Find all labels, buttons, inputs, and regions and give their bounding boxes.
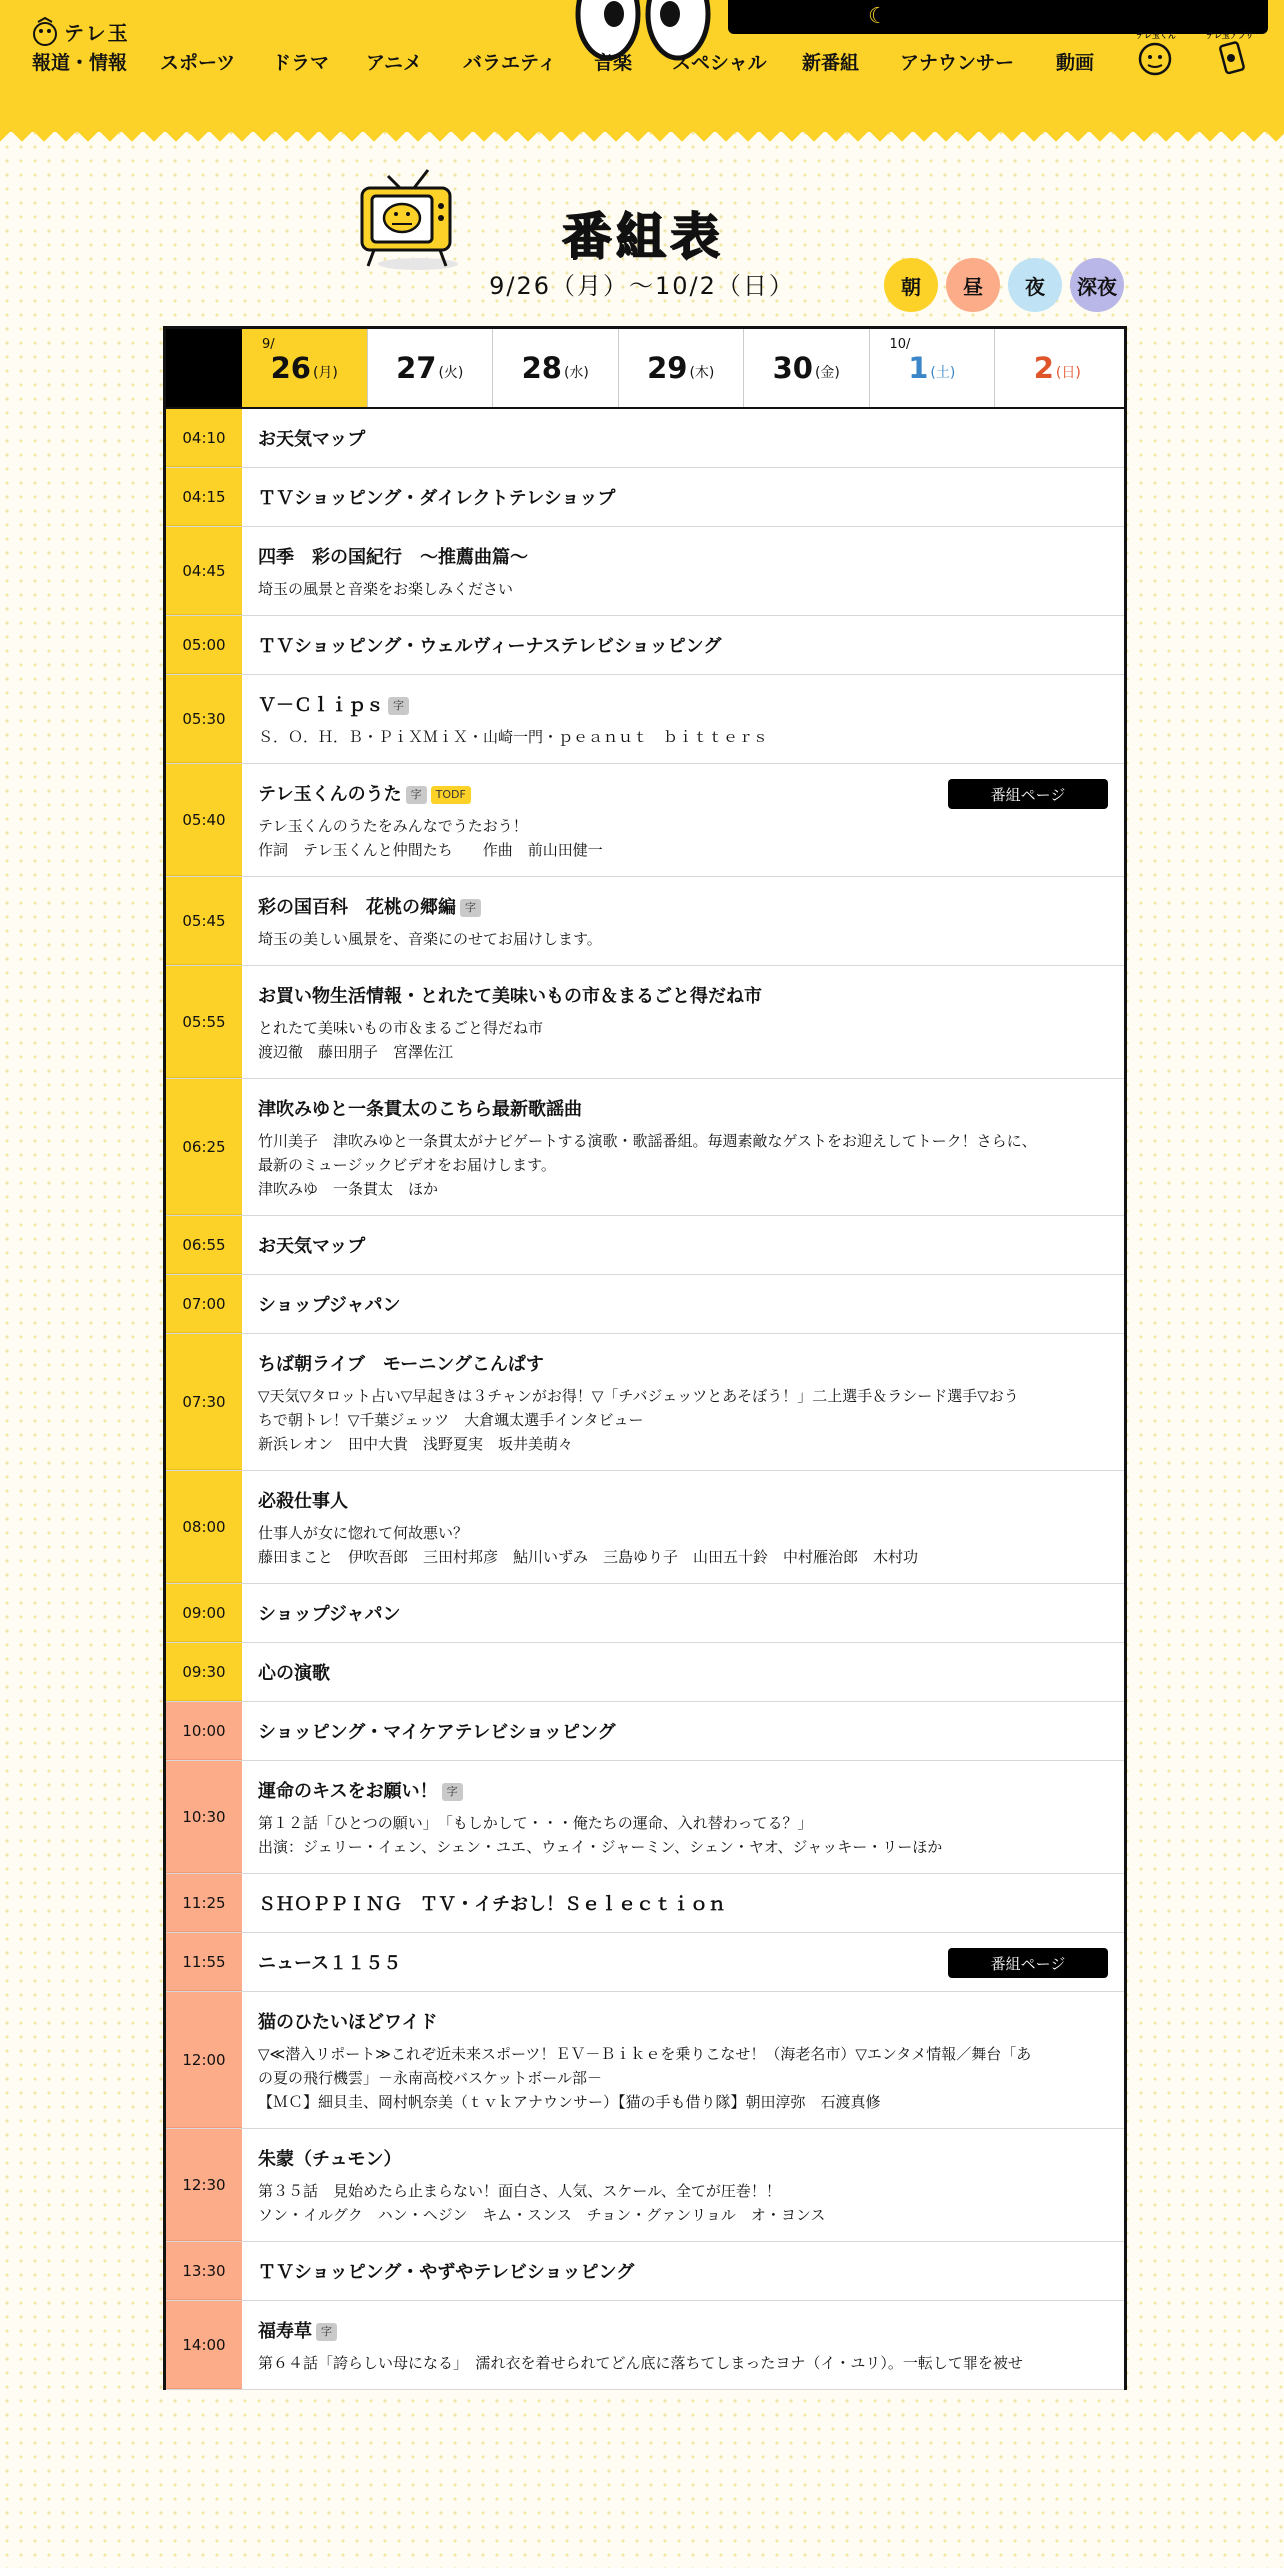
- program-content: [242, 2242, 1124, 2300]
- program-description: [258, 1016, 1108, 1064]
- day-number: 1: [908, 351, 929, 385]
- nav-special[interactable]: スペシャル: [672, 52, 767, 74]
- program-content: [242, 1874, 1124, 1932]
- program-row: [166, 468, 1124, 527]
- subtitle-badge: 字: [388, 697, 409, 715]
- program-time: 07:30: [166, 1334, 242, 1470]
- program-title-line: [258, 1234, 1108, 1260]
- subtitle-badge: 字: [316, 2323, 337, 2341]
- program-time: 07:00: [166, 1275, 242, 1333]
- date-range: 9/26（月）〜10/2（日）: [489, 272, 795, 300]
- description-line: 渡辺徹 藤田朋子 宮澤佐江: [258, 1043, 454, 1061]
- logo-text: テレ玉: [64, 20, 130, 45]
- day-tabs: [166, 329, 1124, 409]
- program-title[interactable]: ＴＶショッピング・ウェルヴィーナステレビショッピング: [258, 636, 722, 657]
- subtitle-badge: 字: [406, 786, 427, 804]
- description-line: 竹川美子 津吹みゆと一条貫太がナビゲートする演歌・歌謡番組。毎週素敵なゲストをお迎えしてトーク！さらに、: [258, 1132, 1037, 1150]
- program-title[interactable]: お買い物生活情報・とれたて美味いもの市＆まるごと得だね市: [258, 986, 762, 1007]
- program-row: [166, 1216, 1124, 1275]
- program-row: [166, 1643, 1124, 1702]
- day-month: 10/: [889, 337, 911, 352]
- tod-latenight-button[interactable]: 深夜: [1070, 258, 1124, 312]
- program-description: [258, 2351, 1108, 2375]
- program-title[interactable]: 彩の国百科 花桃の郷編: [258, 897, 456, 918]
- subtitle-badge: 字: [442, 1783, 463, 1801]
- icon2-label: テレ玉アプリ: [1206, 31, 1254, 40]
- day-tab-26[interactable]: [242, 329, 367, 407]
- program-content: [242, 1702, 1124, 1760]
- moon-icon[interactable]: ☾: [868, 4, 888, 29]
- program-row: [166, 616, 1124, 675]
- program-content: [242, 1761, 1124, 1873]
- program-description: [258, 2042, 1108, 2114]
- corner-cell: [166, 329, 242, 407]
- description-line: 津吹みゆ 一条貫太 ほか: [258, 1180, 439, 1198]
- program-title-line: [258, 1489, 1108, 1515]
- day-weekday: (木): [689, 365, 715, 381]
- program-description: [258, 725, 1108, 749]
- program-time: 04:15: [166, 468, 242, 526]
- description-line: の夏の飛行機雲」－永南高校バスケットボール部－: [258, 2069, 602, 2087]
- day-number: 29: [647, 351, 688, 385]
- program-time: 12:30: [166, 2129, 242, 2241]
- program-title[interactable]: 四季 彩の国紀行 ～推薦曲篇～: [258, 547, 528, 568]
- program-content: [242, 1992, 1124, 2128]
- program-time: 05:55: [166, 966, 242, 1078]
- description-line: 埼玉の風景と音楽をお楽しみください: [258, 580, 514, 598]
- program-title-line: [258, 2147, 1108, 2173]
- nav-music[interactable]: 音楽: [594, 52, 633, 74]
- icon1-label: テレ玉くん: [1136, 31, 1176, 40]
- program-time: 09:00: [166, 1584, 242, 1642]
- program-title[interactable]: Ｖ－Ｃｌｉｐｓ: [258, 695, 384, 716]
- program-title-line: [258, 2260, 1108, 2286]
- program-row: [166, 2301, 1124, 2390]
- program-content: [242, 1275, 1124, 1333]
- teletama-kun-icon[interactable]: [1136, 38, 1174, 76]
- program-time: 12:00: [166, 1992, 242, 2128]
- program-title-line: [258, 1892, 1108, 1918]
- day-weekday: (火): [438, 365, 464, 381]
- program-title-line: [258, 1352, 1108, 1378]
- description-line: 第１２話「ひとつの願い」 「もしかして・・・俺たちの運命、入れ替わってる？」: [258, 1814, 813, 1832]
- day-number: 2: [1033, 351, 1054, 385]
- program-title-line: [258, 486, 1108, 512]
- tod-noon-button[interactable]: 昼: [946, 258, 1000, 312]
- program-content: [242, 1933, 1124, 1991]
- program-description: [258, 1811, 1108, 1859]
- day-number: 28: [521, 351, 562, 385]
- nav-new-programs[interactable]: 新番組: [802, 52, 860, 74]
- program-time: 05:40: [166, 764, 242, 876]
- program-title-line: [258, 1097, 1108, 1123]
- day-tab-28[interactable]: [492, 329, 618, 407]
- description-line: ▽天気▽タロット占い▽早起きは３チャンがお得！▽「チバジェッツとあそぼう！」二上選手＆ラシード選手▽おう: [258, 1387, 1019, 1405]
- description-line: 出演：ジェリー・イェン、シェン・ユエ、ウェイ・ジャーミン、シェン・ヤオ、ジャッキー・リーほか: [258, 1838, 943, 1856]
- program-title[interactable]: 必殺仕事人: [258, 1491, 348, 1512]
- program-title-line: [258, 2010, 1108, 2036]
- program-page-button[interactable]: 番組ページ: [948, 1948, 1108, 1978]
- main-nav: [0, 48, 1140, 76]
- program-time: 04:45: [166, 527, 242, 615]
- day-month: 9/: [262, 337, 275, 352]
- program-row: [166, 877, 1124, 966]
- program-title-line: [258, 693, 1108, 719]
- description-line: 作詞 テレ玉くんと仲間たち 作曲 前山田健一: [258, 841, 603, 859]
- description-line: 新浜レオン 田中大貴 浅野夏実 坂井美萌々: [258, 1435, 574, 1453]
- program-time: 09:30: [166, 1643, 242, 1701]
- program-title[interactable]: ＴＶショッピング・やずやテレビショッピング: [258, 2262, 635, 2283]
- app-phone-icon[interactable]: [1212, 38, 1250, 76]
- program-title-line: [258, 2319, 1108, 2345]
- program-row: [166, 2242, 1124, 2301]
- header-zigzag-edge: [0, 128, 1284, 148]
- day-weekday: (水): [563, 365, 589, 381]
- tod-evening-button[interactable]: 夜: [1008, 258, 1062, 312]
- program-row: [166, 1334, 1124, 1471]
- day-weekday: (月): [312, 365, 338, 381]
- description-line: 最新のミュージックビデオをお届けします。: [258, 1156, 556, 1174]
- program-time: 08:00: [166, 1471, 242, 1583]
- program-content: [242, 616, 1124, 674]
- program-content: [242, 527, 1124, 615]
- program-row: [166, 1761, 1124, 1874]
- program-time: 10:00: [166, 1702, 242, 1760]
- program-title-line: [258, 545, 1108, 571]
- program-title[interactable]: 福寿草: [258, 2321, 312, 2342]
- tod-morning-button[interactable]: 朝: [884, 258, 938, 312]
- program-content: [242, 468, 1124, 526]
- nav-drama[interactable]: ドラマ: [272, 52, 330, 74]
- description-line: ▽≪潜入リポート≫これぞ近未来スポーツ！ＥＶ－Ｂｉｋｅを乗りこなせ！（海老名市）▽エンタメ情報／舞台「あ: [258, 2045, 1032, 2063]
- program-title[interactable]: 朱蒙（チュモン）: [258, 2149, 402, 2170]
- program-time: 14:00: [166, 2301, 242, 2389]
- program-description: [258, 1129, 1108, 1201]
- program-time: 13:30: [166, 2242, 242, 2300]
- program-description: [258, 927, 1108, 951]
- program-time: 05:00: [166, 616, 242, 674]
- program-description: [258, 1521, 1108, 1569]
- program-schedule: [163, 326, 1127, 2390]
- program-title[interactable]: 猫のひたいほどワイド: [258, 2012, 438, 2033]
- program-row: [166, 2129, 1124, 2242]
- program-content: [242, 1643, 1124, 1701]
- program-content: [242, 1079, 1124, 1215]
- day-number: 30: [772, 351, 813, 385]
- day-weekday: (日): [1055, 365, 1081, 381]
- program-content: [242, 2301, 1124, 2389]
- mascot-logo-icon: [32, 16, 58, 46]
- program-time: 04:10: [166, 409, 242, 467]
- day-weekday: (土): [930, 365, 956, 381]
- program-description: [258, 814, 1108, 862]
- program-content: [242, 1584, 1124, 1642]
- description-line: 第３５話 見始めたら止まらない！面白さ、人気、スケール、全てが圧巻！！: [258, 2182, 781, 2200]
- program-title-line: [258, 984, 1108, 1010]
- program-time: 11:25: [166, 1874, 242, 1932]
- nav-announcer[interactable]: アナウンサー: [900, 52, 1015, 74]
- program-title[interactable]: 運命のキスをお願い！: [258, 1781, 438, 1802]
- program-title-line: [258, 1293, 1108, 1319]
- day-weekday: (金): [814, 365, 840, 381]
- description-line: テレ玉くんのうたをみんなでうたおう！: [258, 817, 528, 835]
- program-title[interactable]: お天気マップ: [258, 429, 366, 450]
- program-title-line: [258, 634, 1108, 660]
- program-row: [166, 1874, 1124, 1933]
- program-content: [242, 966, 1124, 1078]
- site-header: [0, 0, 1284, 132]
- description-line: 藤田まこと 伊吹吾郎 三田村邦彦 鮎川いずみ 三島ゆり子 山田五十鈴 中村雁治郎 木村功: [258, 1548, 919, 1566]
- program-time: 05:30: [166, 675, 242, 763]
- program-title-line: [258, 1602, 1108, 1628]
- description-line: 埼玉の美しい風景を、音楽にのせてお届けします。: [258, 930, 602, 948]
- program-time: 10:30: [166, 1761, 242, 1873]
- subtitle-badge: 字: [460, 899, 481, 917]
- day-number: 26: [270, 351, 311, 385]
- day-tab-30[interactable]: [743, 329, 869, 407]
- program-time: 11:55: [166, 1933, 242, 1991]
- site-logo[interactable]: [32, 16, 130, 46]
- program-content: [242, 675, 1124, 763]
- todf-badge: TODF: [431, 786, 471, 804]
- program-title-line: [258, 427, 1108, 453]
- program-row: [166, 1933, 1124, 1992]
- program-content: [242, 764, 1124, 876]
- program-title-line: [258, 1779, 1108, 1805]
- day-tab-2[interactable]: [994, 329, 1120, 407]
- program-title[interactable]: 心の演歌: [258, 1663, 330, 1684]
- program-row: [166, 527, 1124, 616]
- day-tab-29[interactable]: [618, 329, 744, 407]
- program-time: 06:55: [166, 1216, 242, 1274]
- description-line: 【ＭＣ】細貝圭、岡村帆奈美（ｔｖｋアナウンサー）【猫の手も借り隊】朝田淳弥 石渡真修: [258, 2093, 881, 2111]
- nav-video[interactable]: 動画: [1056, 52, 1095, 74]
- program-description: [258, 2179, 1108, 2227]
- nav-news[interactable]: 報道・情報: [32, 52, 128, 74]
- program-row: [166, 966, 1124, 1079]
- program-title[interactable]: ショップジャパン: [258, 1295, 401, 1316]
- program-title[interactable]: ニュース１１５５: [258, 1953, 402, 1974]
- description-line: 第６４話「誇らしい母になる」 濡れ衣を着せられてどん底に落ちてしまったヨナ（イ・ユリ）。一転して罪を被せ: [258, 2354, 1023, 2372]
- description-line: Ｓ．Ｏ．Ｈ．Ｂ・ＰｉＸＭｉＸ・山崎一門・ｐｅａｎｕｔ ｂｉｔｔｅｒｓ: [258, 728, 769, 746]
- nav-anime[interactable]: アニメ: [366, 52, 423, 74]
- program-content: [242, 1334, 1124, 1470]
- description-line: ちで朝トレ！▽千葉ジェッツ 大倉颯太選手インタビュー: [258, 1411, 644, 1429]
- program-description: [258, 1384, 1108, 1456]
- program-row: [166, 1471, 1124, 1584]
- program-row: [166, 409, 1124, 468]
- program-title[interactable]: テレ玉くんのうた: [258, 784, 402, 805]
- program-title[interactable]: ＳＨＯＰＰＩＮＧ ＴＶ・イチおし！Ｓｅｌｅｃｔｉｏｎ: [258, 1894, 726, 1915]
- program-row: [166, 675, 1124, 764]
- program-time: 05:45: [166, 877, 242, 965]
- program-row: [166, 1079, 1124, 1216]
- program-row: [166, 1275, 1124, 1334]
- day-number: 27: [396, 351, 437, 385]
- description-line: 仕事人が女に惚れて何故悪い？: [258, 1524, 469, 1542]
- program-description: [258, 577, 1108, 601]
- program-content: [242, 1216, 1124, 1274]
- program-title[interactable]: ショップジャパン: [258, 1604, 401, 1625]
- top-black-bar: [728, 0, 1268, 34]
- day-tab-27[interactable]: [367, 329, 493, 407]
- program-title[interactable]: ショッピング・マイケアテレビショッピング: [258, 1722, 616, 1743]
- program-title-line: [258, 1720, 1108, 1746]
- program-page-button[interactable]: 番組ページ: [948, 779, 1108, 809]
- program-content: [242, 409, 1124, 467]
- program-title[interactable]: お天気マップ: [258, 1236, 366, 1257]
- program-content: [242, 877, 1124, 965]
- program-title-line: [258, 1661, 1108, 1687]
- program-title[interactable]: ＴＶショッピング・ダイレクトテレショップ: [258, 488, 616, 509]
- program-title[interactable]: ちば朝ライブ モーニングこんぱす: [258, 1354, 544, 1375]
- page-title: 番組表: [561, 207, 723, 265]
- nav-variety[interactable]: バラエティ: [463, 52, 557, 74]
- program-title-line: [258, 895, 1108, 921]
- day-tab-1[interactable]: [869, 329, 995, 407]
- program-row: [166, 764, 1124, 877]
- description-line: ソン・イルグク ハン・ヘジン キム・スンス チョン・グァンリョル オ・ヨンス: [258, 2206, 826, 2224]
- program-list: [166, 409, 1124, 2390]
- program-row: [166, 1702, 1124, 1761]
- program-content: [242, 1471, 1124, 1583]
- program-title[interactable]: 津吹みゆと一条貫太のこちら最新歌謡曲: [258, 1099, 582, 1120]
- description-line: とれたて美味いもの市＆まるごと得だね市: [258, 1019, 544, 1037]
- nav-sports[interactable]: スポーツ: [160, 52, 236, 74]
- program-time: 06:25: [166, 1079, 242, 1215]
- program-row: [166, 1992, 1124, 2129]
- program-row: [166, 1584, 1124, 1643]
- program-content: [242, 2129, 1124, 2241]
